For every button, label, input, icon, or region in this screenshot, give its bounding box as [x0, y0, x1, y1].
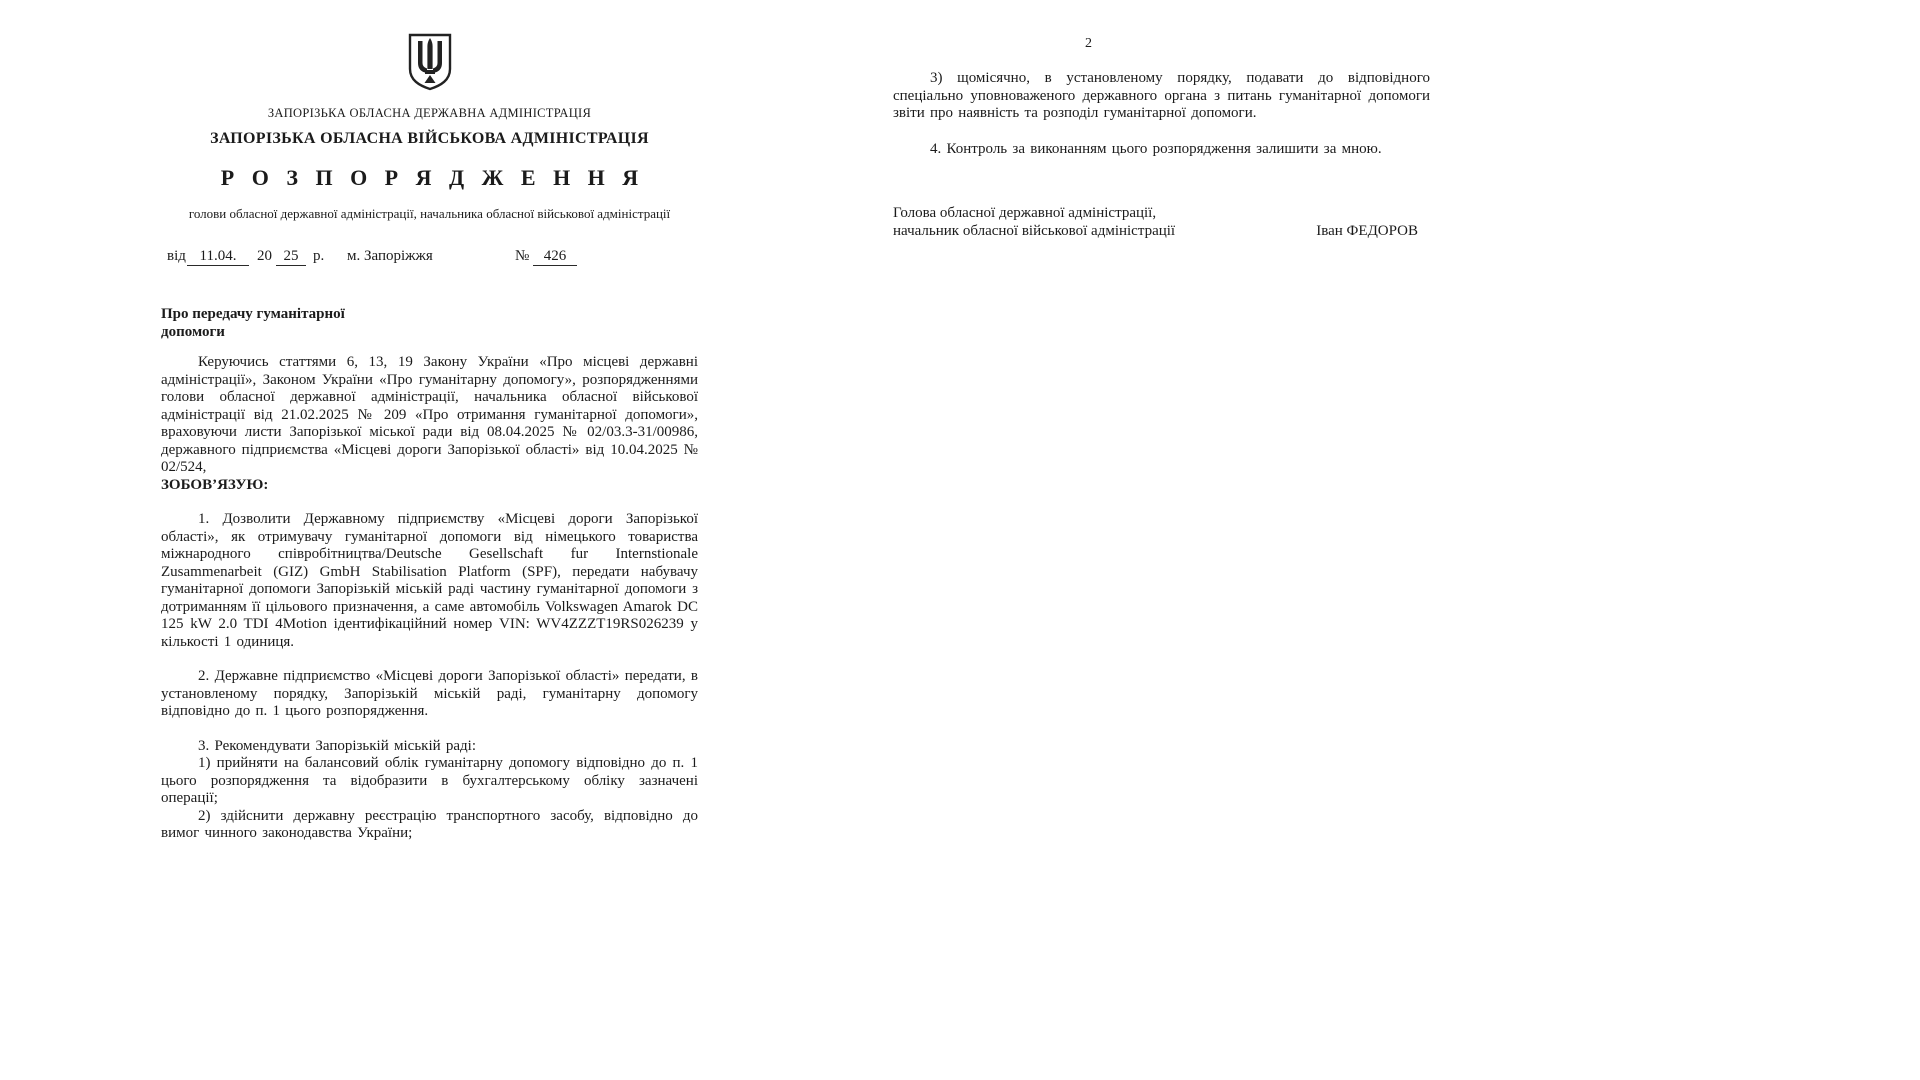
signer-position-line-1: Голова обласної державної адміністрації,	[893, 205, 1157, 221]
page-1	[161, 33, 698, 843]
page-number: 2	[1085, 36, 1092, 51]
tryzub-emblem-icon	[161, 33, 698, 91]
order-item-3-sub-2: 2) здійснити державну реєстрацію транспортного засобу, відповідно до вимог чинного законодавства України;	[161, 807, 698, 841]
order-item-4: 4. Контроль за виконанням цього розпорядження залишити за мною.	[930, 140, 1382, 157]
subject-heading	[161, 305, 698, 341]
year-century-label: 20	[257, 248, 272, 264]
document-number-field: 426	[533, 248, 577, 266]
signer-name: Іван ФЕДОРОВ	[1316, 223, 1418, 239]
order-item-1: 1. Дозволити Державному підприємству «Місцеві дороги Запорізької області», як отримувачу гуманітарної допомоги від німецького товариства міжнародного співробітництва/Deutsche Gesellschaft fur Internstionale Zusammenarbeit (GIZ) GmbH Stabilisation Platform (SPF), передати набувачу гуманітарної допомоги Запорізькій міській раді частину гуманітарної допомоги з дотриманням її цільового призначення, а саме автомобіль Volkswagen Amarok DC 125 kW 2.0 TDI 4Motion ідентифікаційний номер VIN: WV4ZZZT19RS026239 у кількості 1 одиниця.	[161, 511, 698, 650]
signature-block	[893, 205, 1430, 240]
signer-position	[893, 205, 1175, 240]
order-item-3-sub-1: 1) прийняти на балансовий облік гуманітарну допомогу відповідно до п. 1 цього розпорядження та відобразити в бухгалтерському обліку зазначені операції;	[161, 755, 698, 806]
order-item-3-sub-3: 3) щомісячно, в установленому порядку, подавати до відповідного спеціально уповноваженого державного органа з питань гуманітарної допомоги звіти про наявність та розподіл гуманітарної допомоги.	[893, 70, 1430, 121]
preamble-paragraph: Керуючись статтями 6, 13, 19 Закону України «Про місцеві державні адміністрації», Законом України «Про гуманітарну допомогу», розпорядженнями голови обласної державної адміністрації, начальника обласної військової адміністрації від 21.02.2025 № 209 «Про отримання гуманітарної допомоги», враховуючи листи Запорізької міської ради від 08.04.2025 № 02/03.3-31/00986, державного підприємства «Місцеві дороги Запорізької області» від 10.04.2025 № 02/524,	[161, 354, 698, 475]
subject-line-2: допомоги	[161, 324, 225, 340]
order-item-2: 2. Державне підприємство «Місцеві дороги Запорізької області» передати, в установленому порядку, Запорізькій міській раді, гуманітарну допомогу відповідно до п. 1 цього розпорядження.	[161, 668, 698, 719]
date-prefix-label: від	[167, 248, 186, 264]
page-2	[893, 36, 1430, 240]
subject-line-1: Про передачу гуманітарної	[161, 306, 345, 322]
year-suffix-label: р.	[313, 248, 325, 264]
order-item-3-head: 3. Рекомендувати Запорізькій міській раді:	[198, 737, 477, 754]
document-type-title: Р О З П О Р Я Д Ж Е Н Н Я	[220, 165, 645, 190]
document-subtitle: голови обласної державної адміністрації, начальника обласної військової адміністрації	[188, 206, 671, 221]
resolution-word: ЗОБОВ’ЯЗУЮ:	[161, 476, 269, 493]
date-value-field: 11.04.	[187, 248, 249, 266]
date-number-line	[161, 248, 698, 270]
signer-position-line-2: начальник обласної військової адміністрації	[893, 222, 1176, 239]
year-value-field: 25	[276, 248, 306, 266]
city-label: м. Запоріжжя	[347, 248, 433, 264]
org-name-state-administration: ЗАПОРІЗЬКА ОБЛАСНА ДЕРЖАВНА АДМІНІСТРАЦІЯ	[267, 106, 592, 120]
org-name-military-administration: ЗАПОРІЗЬКА ОБЛАСНА ВІЙСЬКОВА АДМІНІСТРАЦІЯ	[210, 130, 649, 147]
number-sign-label: №	[515, 248, 530, 264]
